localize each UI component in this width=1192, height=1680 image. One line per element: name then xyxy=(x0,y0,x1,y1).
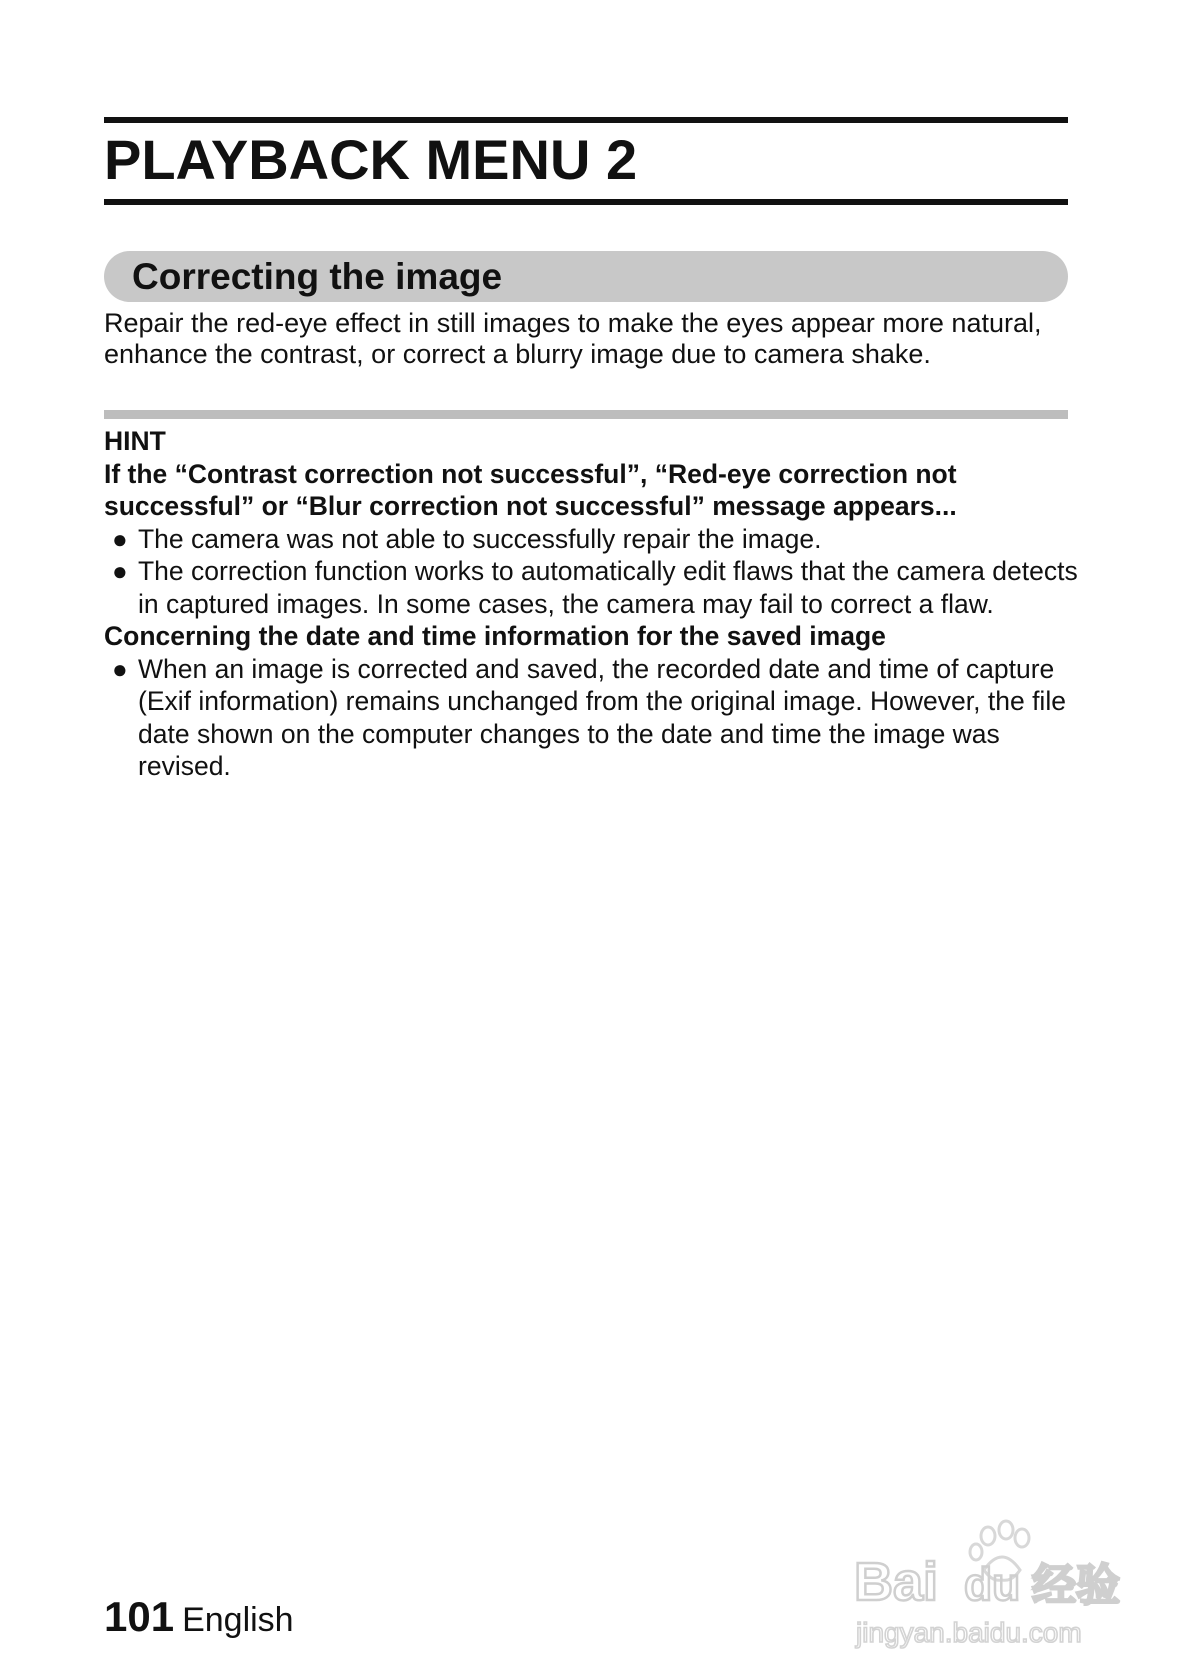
hint-label: HINT xyxy=(104,426,166,456)
list-item xyxy=(104,555,1079,620)
title-rule-top xyxy=(104,117,1068,123)
page-number: 101 xyxy=(104,1593,175,1640)
bullet-icon: ● xyxy=(112,556,128,586)
hint-heading-date-time: Concerning the date and time information for the saved image xyxy=(104,621,886,651)
hint-divider xyxy=(104,410,1068,419)
page-footer xyxy=(104,1592,294,1652)
hint-box xyxy=(104,425,1079,783)
list-item xyxy=(104,653,1079,783)
baidu-watermark-logo xyxy=(852,1510,1142,1650)
bullet-icon: ● xyxy=(112,653,128,684)
title-rule-bottom xyxy=(104,199,1068,205)
svg-text:jingyan.baidu.com: jingyan.baidu.com xyxy=(856,1617,1082,1648)
page-language: English xyxy=(182,1601,294,1639)
page-title: PLAYBACK MENU 2 xyxy=(104,128,638,191)
list-item-text: The camera was not able to successfully repair the image. xyxy=(138,523,822,554)
hint-list-date-time xyxy=(104,653,1079,783)
list-item-text: The correction function works to automatically edit flaws that the camera detects in captured images. In some cases, the camera may fail to correct a flaw. xyxy=(138,556,1078,619)
svg-text:du: du xyxy=(964,1558,1021,1610)
hint-list-correction-failed xyxy=(104,523,1079,621)
list-item xyxy=(104,523,1079,556)
list-item-text: When an image is corrected and saved, the recorded date and time of capture (Exif information) remains unchanged from the original image. However, the file date shown on the computer changes to the date and time the image was revised. xyxy=(138,653,1066,781)
svg-text:Bai: Bai xyxy=(854,1552,939,1612)
section-intro: Repair the red-eye effect in still images to make the eyes appear more natural, enhance the contrast, or correct a blurry image due to camera shake. xyxy=(104,308,1042,369)
hint-heading-correction-failed: If the “Contrast correction not successful”, “Red-eye correction not successful” or “Blur correction not successful” message appears... xyxy=(104,458,957,521)
section-title: Correcting the image xyxy=(132,256,503,297)
svg-text:经验: 经验 xyxy=(1032,1560,1120,1611)
bullet-icon: ● xyxy=(112,523,128,554)
